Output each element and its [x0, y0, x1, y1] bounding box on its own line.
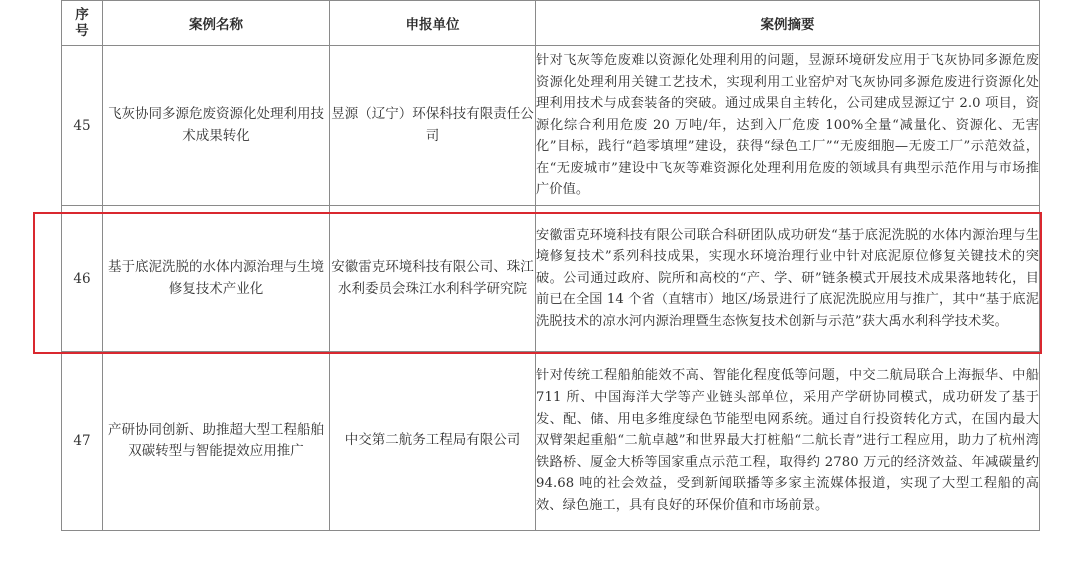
header-name: 案例名称: [103, 1, 330, 46]
row-case-name: 基于底泥洗脱的水体内源治理与生境修复技术产业化: [103, 206, 330, 352]
row-unit: 中交第二航务工程局有限公司: [330, 352, 536, 531]
row-unit: 安徽雷克环境科技有限公司、珠江水利委员会珠江水利科学研究院: [330, 206, 536, 352]
table-header-row: [62, 1, 1040, 46]
table-row: [62, 46, 1040, 206]
row-seq: 47: [62, 352, 103, 531]
row-seq: 45: [62, 46, 103, 206]
row-case-name: 飞灰协同多源危废资源化处理利用技术成果转化: [103, 46, 330, 206]
row-seq: 46: [62, 206, 103, 352]
row-unit: 昱源（辽宁）环保科技有限责任公司: [330, 46, 536, 206]
case-table: [61, 0, 1040, 531]
header-unit: 申报单位: [330, 1, 536, 46]
table-row-highlighted: [62, 206, 1040, 352]
header-summary: 案例摘要: [536, 1, 1040, 46]
row-summary: 安徽雷克环境科技有限公司联合科研团队成功研发“基于底泥洗脱的水体内源治理与生境修复技术”系列科技成果，实现水环境治理行业中针对底泥原位修复关键技术的突破。公司通过政府、院所和高校的“产、学、研”链条模式开展技术成果落地转化，目前已在全国 14 个省（直辖市）地区/场景进行了底泥洗脱应用与推广，其中“基于底泥洗脱技术的凉水河内源治理暨生态恢复技术创新与示范”获大禹水利科学技术奖。: [536, 206, 1040, 352]
row-summary: 针对传统工程船舶能效不高、智能化程度低等问题，中交二航局联合上海振华、中船 711 所、中国海洋大学等产业链头部单位，采用产学研协同模式，成功研发了基于发、配、储、用电多维度绿色节能型电网系统。通过自行投资转化方式，在国内最大双臂架起重船“二航卓越”和世界最大打桩船“二航长青”进行工程应用，助力了杭州湾铁路桥、厦金大桥等国家重点示范工程，取得约 2780 万元的经济效益、年减碳量约 94.68 吨的社会效益，受到新闻联播等多家主流媒体报道，实现了大型工程船的高效、绿色施工，具有良好的环保价值和市场前景。: [536, 352, 1040, 531]
header-seq: 序号: [62, 1, 103, 46]
row-case-name: 产研协同创新、助推超大型工程船舶双碳转型与智能提效应用推广: [103, 352, 330, 531]
row-summary: 针对飞灰等危废难以资源化处理利用的问题，昱源环境研发应用于飞灰协同多源危废资源化处理利用关键工艺技术，实现利用工业窑炉对飞灰协同多源危废进行资源化处理利用技术与成套装备的突破。通过成果自主转化，公司建成昱源辽宁 2.0 项目，资源化综合利用危废 20 万吨/年，达到入厂危废 100%全量“减量化、资源化、无害化”目标，践行“趋零填埋”建设，获得“绿色工厂”“无废细胞—无废工厂”示范效益，在“无废城市”建设中飞灰等难资源化处理利用危废的领域具有典型示范作用与市场推广价值。: [536, 46, 1040, 206]
table-row: [62, 352, 1040, 531]
